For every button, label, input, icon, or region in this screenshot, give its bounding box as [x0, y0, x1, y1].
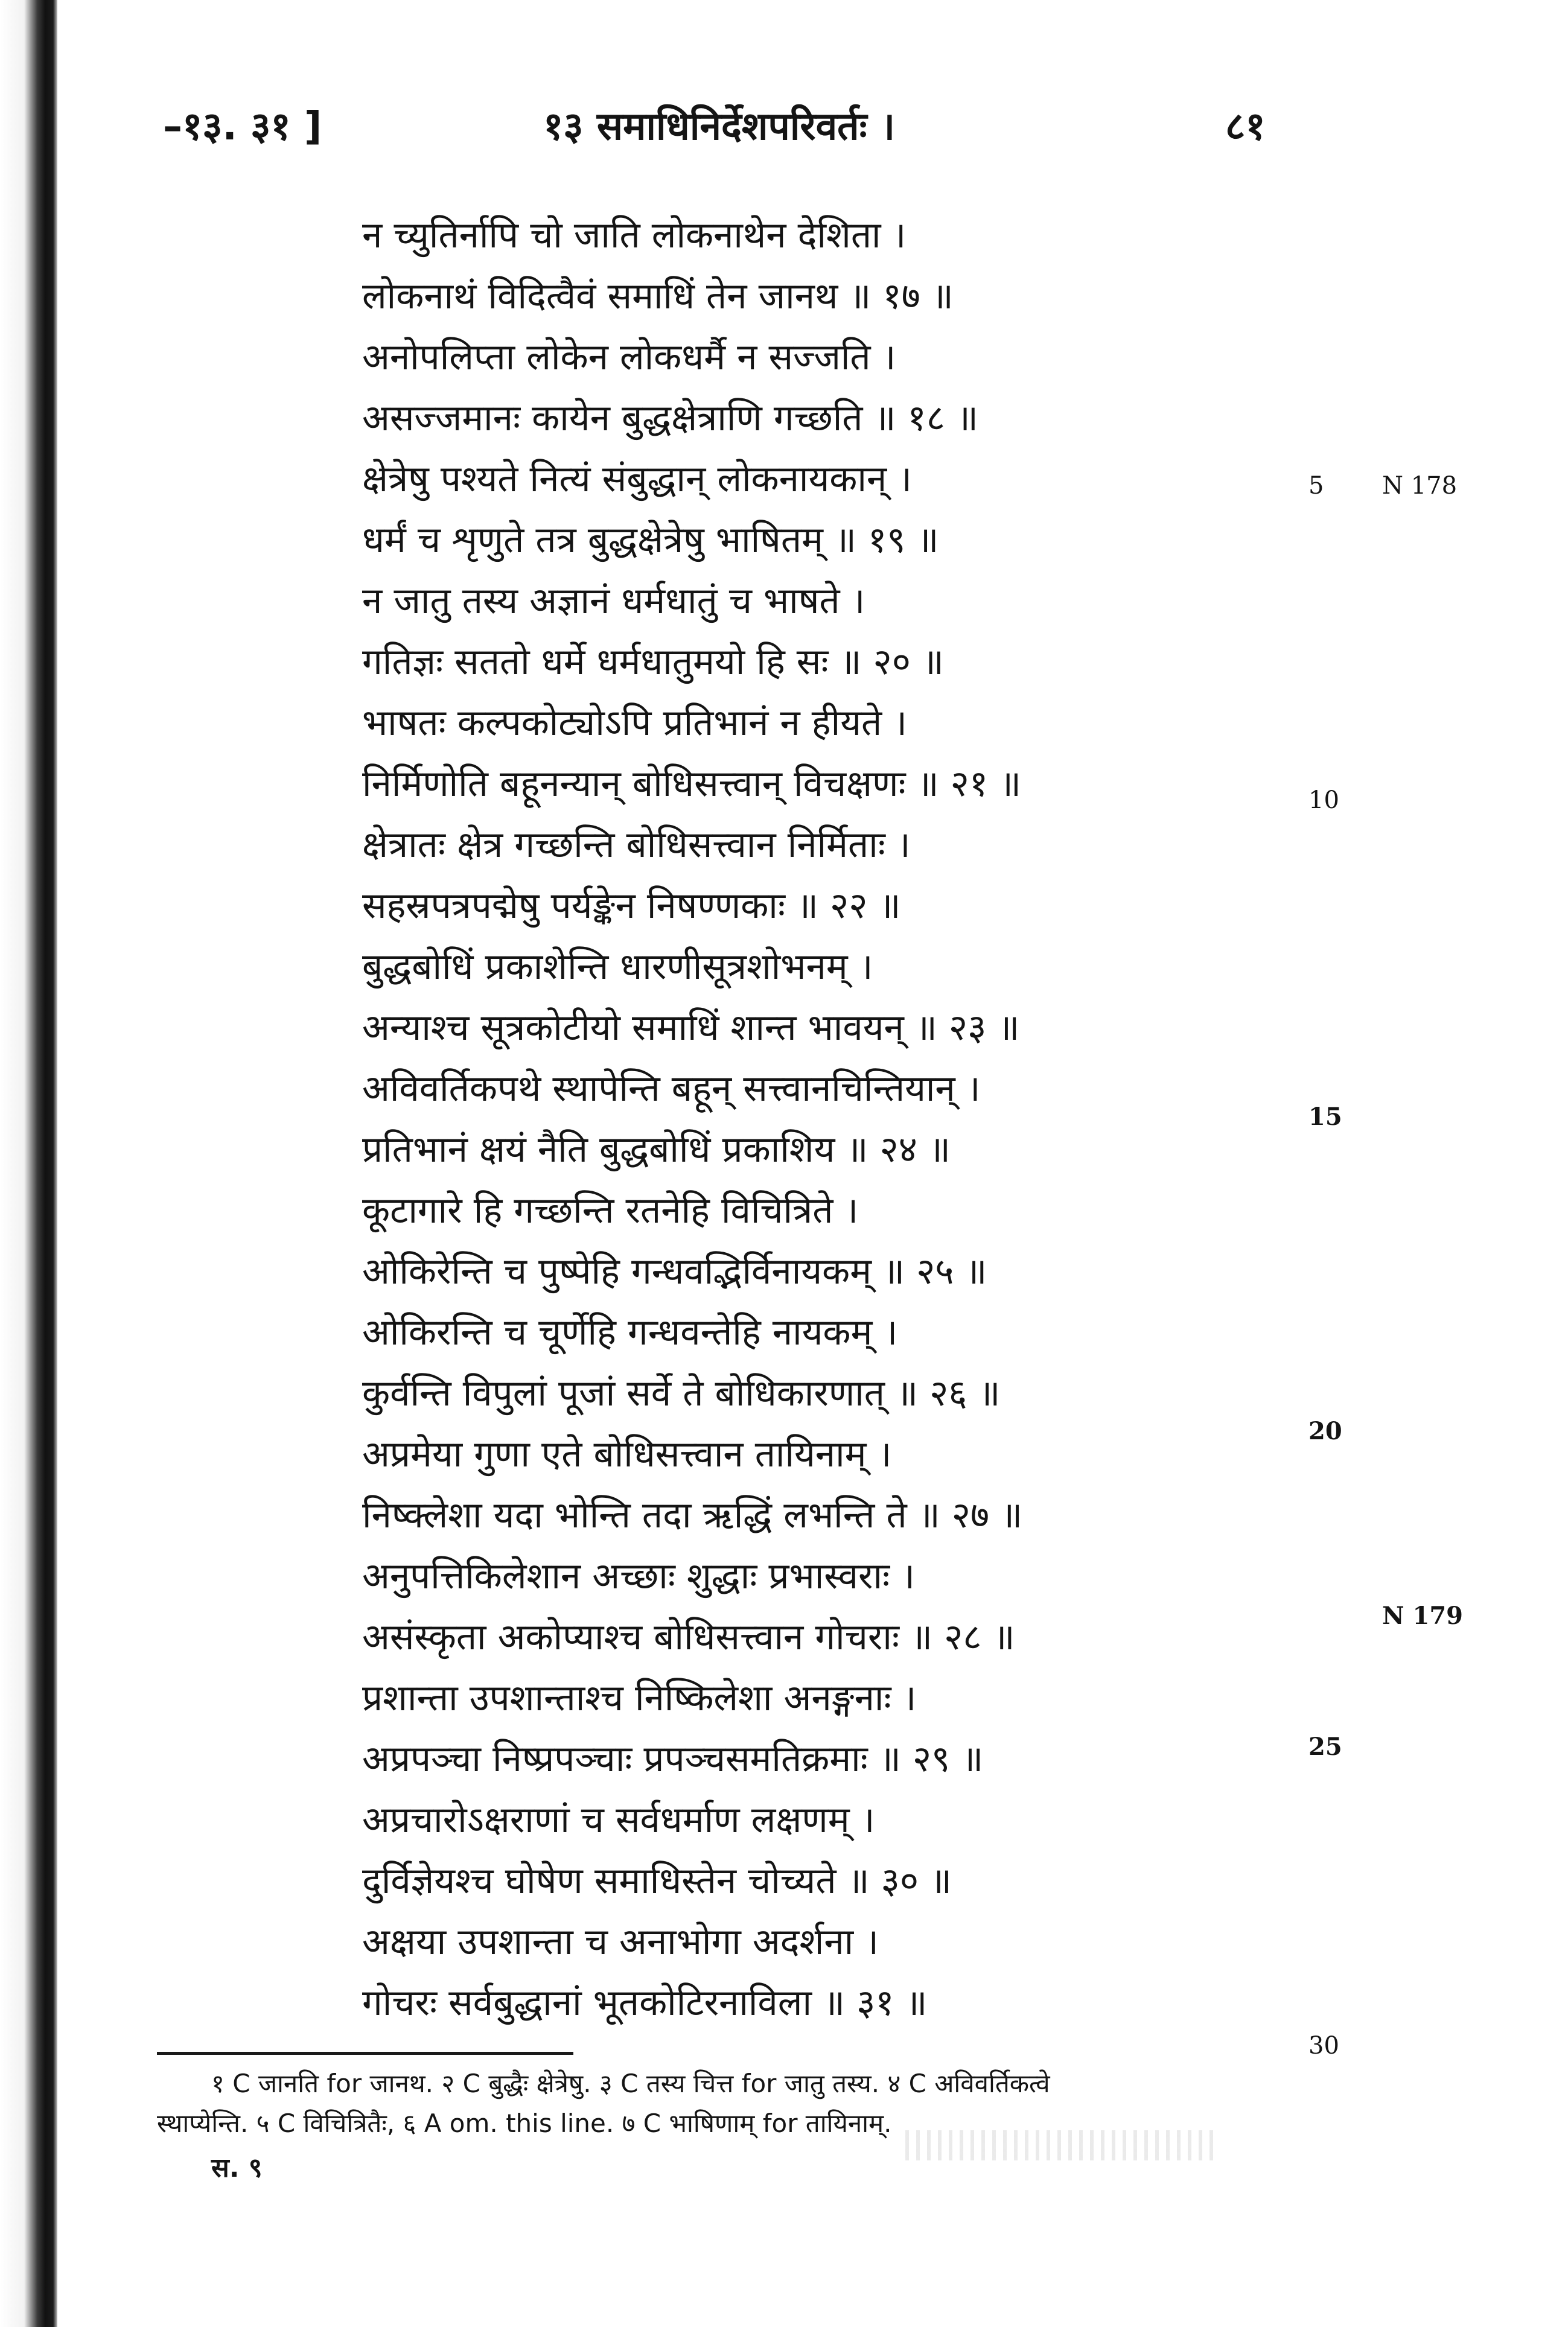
verse-line: दुर्विज्ञेयश्च घोषेण समाधिस्तेन चोच्यते ॥ ३० ॥ — [362, 1860, 952, 1902]
margin-line-number: 20 — [1308, 1417, 1342, 1445]
verse-line: निर्मिणोति बहूनन्यान् बोधिसत्त्वान् विचक्षणः ॥ २१ ॥ — [362, 763, 1022, 805]
footnote-line: १ C जानति for जानथ. २ C बुद्धैः क्षेत्रेषु. ३ C तस्य चित्त for जातु तस्य. ४ C अविवर्तिकत्वे — [211, 2069, 1050, 2098]
verse-line: प्रतिभानं क्षयं नैति बुद्धबोधिं प्रकाशिय ॥ २४ ॥ — [362, 1128, 951, 1171]
verse-line: कुर्वन्ति विपुलां पूजां सर्वे ते बोधिकारणात् ॥ २६ ॥ — [362, 1372, 1001, 1415]
chapter-title: १३ समाधिनिर्देशपरिवर्तः । — [543, 104, 896, 149]
ink-smudge — [905, 2130, 1219, 2160]
margin-line-number: 10 — [1308, 786, 1339, 814]
verse-line: प्रशान्ता उपशान्ताश्च निष्किलेशा अनङ्गनाः । — [362, 1677, 917, 1719]
verse-line: अनोपलिप्ता लोकेन लोकधर्मै न सज्जति । — [362, 336, 896, 378]
verse-line: अप्रमेया गुणा एते बोधिसत्त्वान तायिनाम् । — [362, 1433, 892, 1475]
header-verse-range: –१३. ३१ ] — [163, 104, 322, 149]
printer-signature-mark: स. ९ — [211, 2153, 263, 2183]
verse-line: लोकनाथं विदित्वैवं समाधिं तेन जानथ ॥ १७ ॥ — [362, 275, 954, 317]
verse-line: अक्षया उपशान्ता च अनाभोगा अदर्शना । — [362, 1921, 879, 1963]
footnote-rule — [157, 2052, 573, 2055]
verse-line: ओकिरेन्ति च पुष्पेहि गन्धवद्भिर्विनायकम् ॥ २५ ॥ — [362, 1250, 987, 1293]
margin-line-number: 30 — [1308, 2032, 1339, 2060]
margin-line-number: 5 — [1308, 472, 1324, 500]
verse-line: सहस्रपत्रपद्मेषु पर्यङ्केन निषण्णकाः ॥ २२ ॥ — [362, 885, 901, 927]
margin-reference: N 179 — [1382, 1602, 1463, 1630]
footnote-line: स्थाप्येन्ति. ५ C विचित्रितैः, ६ A om. this line. ७ C भाषिणाम् for तायिनाम्. — [157, 2109, 892, 2138]
verse-line: गोचरः सर्वबुद्धानां भूतकोटिरनाविला ॥ ३१ ॥ — [362, 1982, 928, 2024]
verse-line: न जातु तस्य अज्ञानं धर्मधातुं च भाषते । — [362, 580, 865, 622]
verse-line: अप्रचारोऽक्षराणां च सर्वधर्माण लक्षणम् । — [362, 1799, 875, 1841]
verse-line: धर्मं च शृणुते तत्र बुद्धक्षेत्रेषु भाषितम् ॥ १९ ॥ — [362, 519, 939, 561]
page-number: ८१ — [1225, 104, 1266, 149]
verse-line: असज्जमानः कायेन बुद्धक्षेत्राणि गच्छति ॥ १८ ॥ — [362, 397, 978, 439]
verse-line: क्षेत्रेषु पश्यते नित्यं संबुद्धान् लोकनायकान् । — [362, 458, 913, 500]
verse-line: अनुपत्तिकिलेशान अच्छाः शुद्धाः प्रभास्वराः । — [362, 1555, 915, 1597]
margin-line-number: 15 — [1308, 1103, 1342, 1131]
verse-line: अन्याश्च सूत्रकोटीयो समाधिं शान्त भावयन् ॥ २३ ॥ — [362, 1007, 1020, 1049]
verse-line: न च्युतिर्नापि चो जाति लोकनाथेन देशिता । — [362, 214, 907, 256]
verse-line: क्षेत्रातः क्षेत्र गच्छन्ति बोधिसत्त्वान निर्मिताः । — [362, 824, 911, 866]
verse-line: निष्क्लेशा यदा भोन्ति तदा ऋद्धिं लभन्ति ते ॥ २७ ॥ — [362, 1494, 1023, 1536]
verse-block — [362, 205, 1267, 2034]
verse-line: भाषतः कल्पकोट्योऽपि प्रतिभानं न हीयते । — [362, 702, 908, 744]
verse-line: बुद्धबोधिं प्रकाशेन्ति धारणीसूत्रशोभनम् । — [362, 946, 873, 988]
verse-line: अविवर्तिकपथे स्थापेन्ति बहून् सत्त्वानचिन्तियान् । — [362, 1068, 981, 1110]
verse-line: अप्रपञ्चा निष्प्रपञ्चाः प्रपञ्चसमतिक्रमाः ॥ २९ ॥ — [362, 1738, 984, 1780]
margin-reference: N 178 — [1382, 472, 1458, 500]
verse-line: कूटागारे हि गच्छन्ति रतनेहि विचित्रिते । — [362, 1189, 859, 1232]
verse-line: ओकिरन्ति च चूर्णेहि गन्धवन्तेहि नायकम् । — [362, 1311, 898, 1354]
margin-line-number: 25 — [1308, 1733, 1342, 1761]
verse-line: असंस्कृता अकोप्याश्च बोधिसत्त्वान गोचराः ॥ २८ ॥ — [362, 1616, 1015, 1658]
verse-line: गतिज्ञः सततो धर्मे धर्मधातुमयो हि सः ॥ २० ॥ — [362, 641, 944, 683]
